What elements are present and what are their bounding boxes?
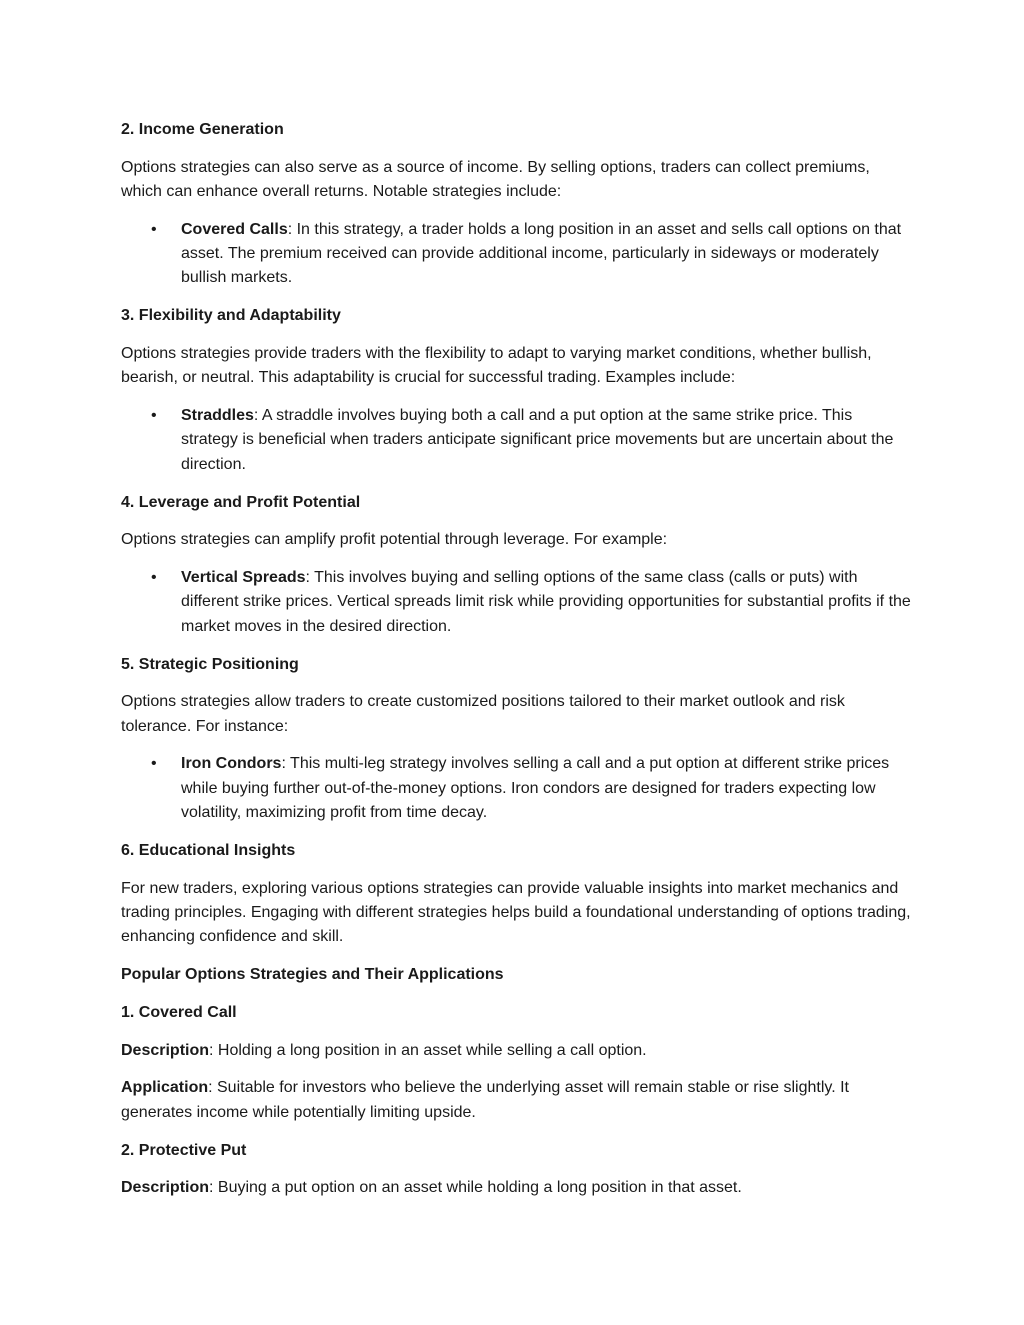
section-intro-educational: For new traders, exploring various options strategies can provide valuable insights into market mechanics and trading principles. Engaging with different strategies helps build a foundational understanding of options trading, enhancing confidence and skill. <box>121 879 911 946</box>
bullet-list-leverage <box>121 566 911 639</box>
bullet-term: Iron Condors <box>181 755 282 773</box>
strategy-description-protective-put <box>121 1176 911 1200</box>
description-text: : Buying a put option on an asset while holding a long position in that asset. <box>209 1179 742 1197</box>
bullet-term: Vertical Spreads <box>181 569 306 587</box>
section-intro-leverage: Options strategies can amplify profit potential through leverage. For example: <box>121 531 668 549</box>
bullet-text: : This multi-leg strategy involves selling a call and a put option at different strike prices while buying further out-of-the-money options. Iron condors are designed for traders expecting low volatility, maximizing profit from time decay. <box>181 755 890 822</box>
bullet-text: : In this strategy, a trader holds a long position in an asset and sells call options on that asset. The premium received can provide additional income, particularly in sideways or moderately bullish markets. <box>181 220 902 287</box>
description-label: Description <box>121 1179 210 1197</box>
list-item <box>121 404 911 477</box>
bullet-list-flexibility <box>121 404 911 477</box>
bullet-text: : This involves buying and selling options of the same class (calls or puts) with different strike prices. Vertical spreads limit risk while providing opportunities for substantial profits if the market moves in the desired direction. <box>181 569 911 635</box>
bullet-list-positioning <box>121 752 911 825</box>
strategy-heading-covered-call: 1. Covered Call <box>121 1003 237 1021</box>
bullet-icon: • <box>151 569 157 587</box>
bullet-icon: • <box>151 220 157 238</box>
description-text: : Holding a long position in an asset while selling a call option. <box>209 1041 647 1059</box>
bullet-icon: • <box>151 407 157 425</box>
section-heading-flexibility: 3. Flexibility and Adaptability <box>121 307 341 325</box>
description-label: Description <box>121 1041 210 1059</box>
application-text: : Suitable for investors who believe the underlying asset will remain stable or rise slightly. It generates income while potentially limiting upside. <box>121 1079 849 1121</box>
strategy-application-covered-call <box>121 1076 911 1125</box>
document-page <box>121 118 911 1214</box>
section-intro-positioning: Options strategies allow traders to create customized positions tailored to their market outlook and risk tolerance. For instance: <box>121 693 845 735</box>
section-heading-positioning: 5. Strategic Positioning <box>121 655 299 673</box>
bullet-term: Straddles <box>181 407 254 425</box>
application-label: Application <box>121 1079 209 1097</box>
list-item <box>121 566 911 639</box>
list-item <box>121 218 911 291</box>
section-heading-income: 2. Income Generation <box>121 121 284 138</box>
section-intro-flexibility: Options strategies provide traders with the flexibility to adapt to varying market conditions, whether bullish, bearish, or neutral. This adaptability is crucial for successful trading. Examples include: <box>121 345 872 387</box>
bullet-term: Covered Calls <box>181 220 288 238</box>
bullet-list-income <box>121 218 911 291</box>
section-heading-educational: 6. Educational Insights <box>121 841 296 859</box>
section-heading-leverage: 4. Leverage and Profit Potential <box>121 493 361 511</box>
list-item <box>121 752 911 825</box>
bullet-text: : A straddle involves buying both a call and a put option at the same strike price. This strategy is beneficial when traders anticipate significant price movements but are uncertain about the direction. <box>181 407 894 473</box>
strategy-description-covered-call <box>121 1039 911 1063</box>
bullet-icon: • <box>151 755 157 773</box>
section-heading-popular: Popular Options Strategies and Their Applications <box>121 966 504 984</box>
strategy-heading-protective-put: 2. Protective Put <box>121 1141 247 1159</box>
section-intro-income: Options strategies can also serve as a source of income. By selling options, traders can collect premiums, which can enhance overall returns. Notable strategies include: <box>121 158 870 201</box>
